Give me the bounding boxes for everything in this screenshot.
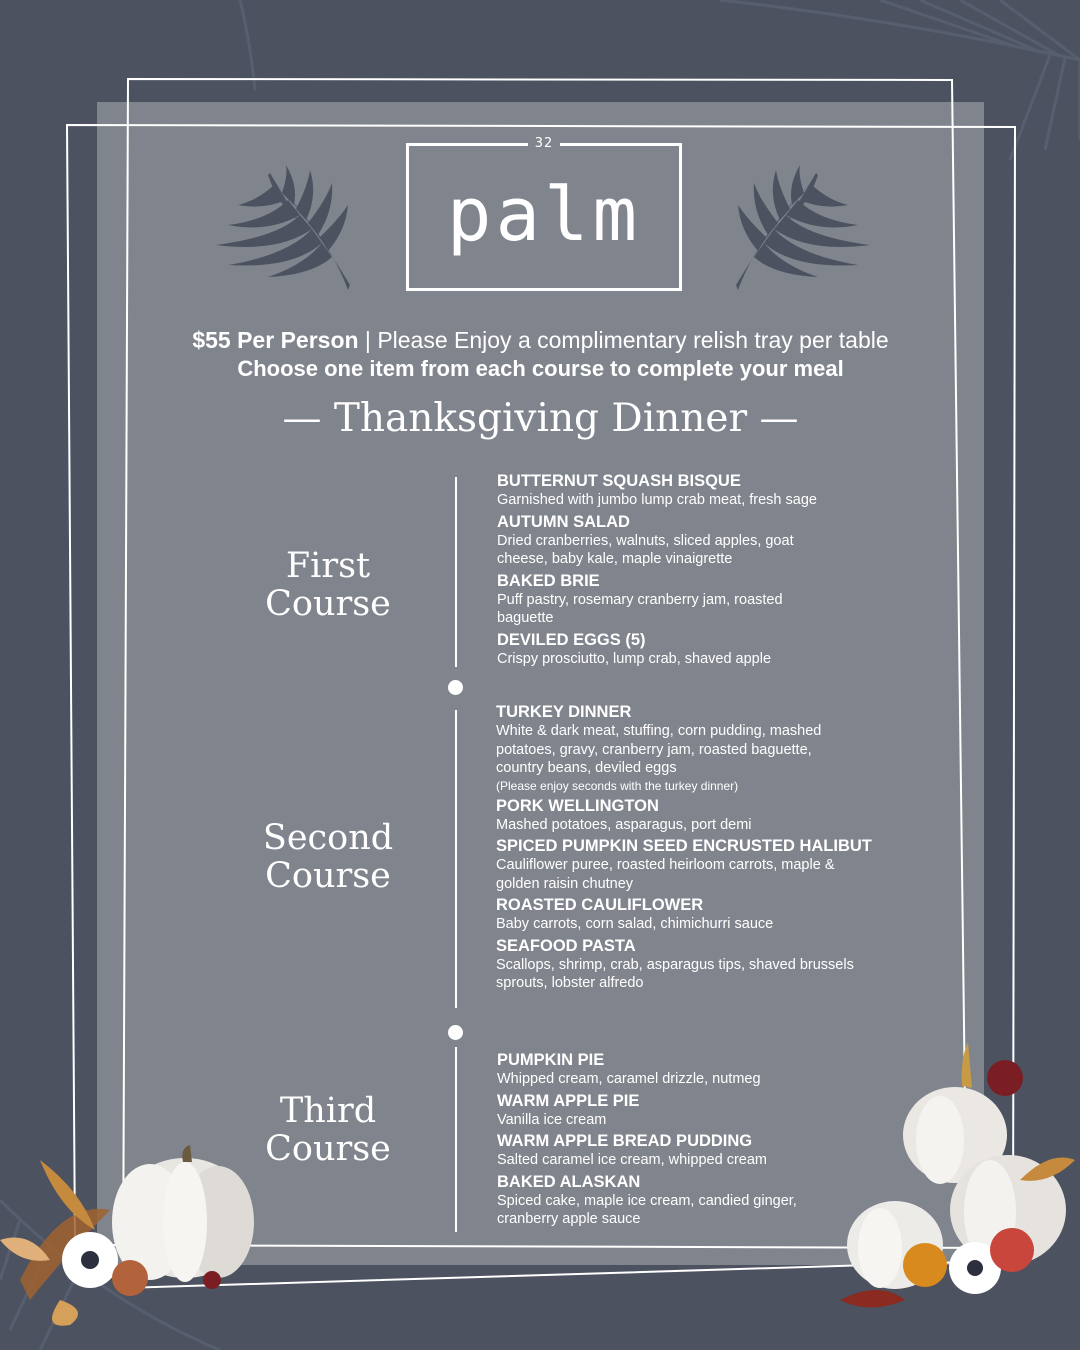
course-divider-line	[455, 710, 457, 1008]
item-name: BAKED ALASKAN	[497, 1172, 641, 1191]
course-divider-line	[455, 477, 457, 667]
item-description: Whipped cream, caramel drizzle, nutmeg	[497, 1071, 761, 1087]
item-name: WARM APPLE BREAD PUDDING	[497, 1132, 753, 1150]
item-description: Crispy prosciutto, lump crab, shaved apple	[497, 650, 772, 667]
course-name-line: Course	[265, 856, 391, 896]
course-items-second	[496, 703, 886, 996]
menu-item	[496, 896, 886, 934]
course-name-third	[228, 1092, 428, 1168]
item-name: SEAFOOD PASTA	[496, 936, 636, 955]
menu-item	[496, 837, 886, 893]
course-name-first	[228, 547, 428, 623]
item-name: SPICED PUMPKIN SEED ENCRUSTED HALIBUT	[496, 837, 872, 855]
menu-item	[497, 1051, 887, 1089]
course-name-line: First	[285, 546, 371, 586]
relish-note: Please Enjoy a complimentary relish tray per table	[377, 327, 889, 353]
menu-item	[496, 937, 886, 993]
item-name: BUTTERNUT SQUASH BISQUE	[497, 472, 741, 490]
course-items-third	[497, 1051, 887, 1232]
item-name: DEVILED EGGS (5)	[497, 630, 646, 649]
instructions-line: Choose one item from each course to complete your meal	[237, 356, 844, 381]
item-description: White & dark meat, stuffing, corn pudding, mashed potatoes, gravy, cranberry jam, roasted baguette, country beans, deviled eggs	[496, 723, 822, 776]
item-name: PORK WELLINGTON	[496, 796, 659, 815]
logo-wordmark: palm	[446, 172, 642, 258]
item-description: Vanilla ice cream	[497, 1111, 607, 1128]
course-name-line: Course	[265, 584, 391, 624]
divider-dot	[448, 680, 463, 695]
menu-item	[497, 1092, 887, 1130]
price-separator: |	[358, 327, 378, 353]
menu-item	[497, 1132, 887, 1170]
item-description: Puff pastry, rosemary cranberry jam, roasted baguette	[497, 591, 783, 626]
price: $55 Per Person	[192, 327, 359, 353]
palm-leaf-right-icon	[698, 165, 878, 295]
course-items-first	[497, 472, 887, 671]
course-name-line: Second	[262, 818, 394, 858]
price-line	[97, 325, 984, 355]
menu-title: — Thanksgiving Dinner —	[282, 396, 799, 441]
menu-item	[497, 631, 887, 669]
logo-number: 32	[528, 136, 560, 151]
item-name: WARM APPLE PIE	[497, 1091, 640, 1110]
item-name: ROASTED CAULIFLOWER	[496, 896, 704, 914]
item-name: BAKED BRIE	[497, 571, 600, 590]
item-description: Dried cranberries, walnuts, sliced apples, goat cheese, baby kale, maple vinaigrette	[497, 532, 794, 567]
course-name-line: Course	[265, 1129, 391, 1169]
item-description: Cauliflower puree, roasted heirloom carrots, maple & golden raisin chutney	[496, 857, 835, 892]
item-note: (Please enjoy seconds with the turkey dinner)	[496, 778, 739, 793]
item-description: Garnished with jumbo lump crab meat, fresh sage	[497, 492, 817, 508]
item-description: Salted caramel ice cream, whipped cream	[497, 1152, 767, 1168]
menu-item	[496, 703, 886, 794]
item-description: Spiced cake, maple ice cream, candied ginger, cranberry apple sauce	[497, 1192, 797, 1227]
item-name: AUTUMN SALAD	[497, 512, 630, 531]
menu-item	[497, 513, 887, 569]
menu-item	[497, 472, 887, 510]
course-divider-line	[455, 1047, 457, 1232]
item-description: Mashed potatoes, asparagus, port demi	[496, 816, 752, 833]
menu-item	[496, 797, 886, 835]
palm-leaf-left-icon	[208, 165, 388, 295]
course-name-second	[228, 819, 428, 895]
item-name: TURKEY DINNER	[496, 703, 632, 721]
item-description: Baby carrots, corn salad, chimichurri sauce	[496, 916, 774, 932]
item-description: Scallops, shrimp, crab, asparagus tips, shaved brussels sprouts, lobster alfredo	[496, 956, 854, 991]
menu-item	[497, 1173, 887, 1229]
item-name: PUMPKIN PIE	[497, 1051, 605, 1069]
menu-item	[497, 572, 887, 628]
course-name-line: Third	[279, 1091, 377, 1131]
divider-dot	[448, 1025, 463, 1040]
